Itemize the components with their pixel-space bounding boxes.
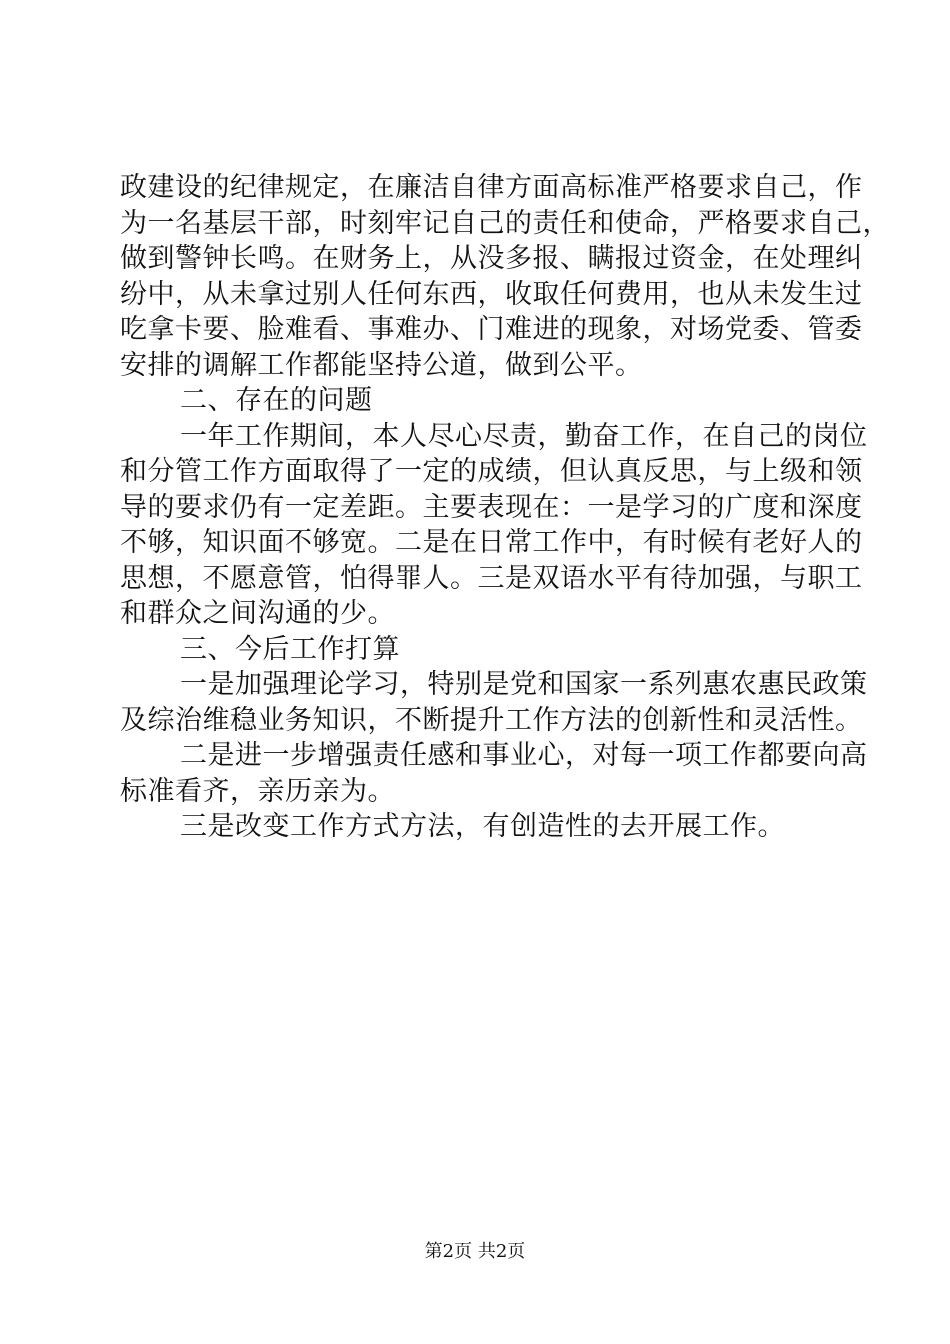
text-line: 纷中，从未拿过别人任何东西，收取任何费用，也从未发生过 [120,278,863,310]
text-line: 标准看齐，亲历亲为。 [120,775,395,807]
text-line: 为一名基层干部，时刻牢记自己的责任和使命，严格要求自己， [120,207,890,239]
text-line: 不够，知识面不够宽。二是在日常工作中，有时候有老好人的 [120,527,863,558]
text-line: 和分管工作方面取得了一定的成绩，但认真反思，与上级和领 [120,456,863,487]
text-line: 政建设的纪律规定，在廉洁自律方面高标准严格要求自己，作 [120,172,863,203]
text-line: 思想，不愿意管，怕得罪人。三是双语水平有待加强，与职工 [120,562,863,594]
text-line: 和群众之间沟通的少。 [120,598,395,629]
text-line: 二是进一步增强责任感和事业心，对每一项工作都要向高 [180,740,868,771]
text-line: 吃拿卡要、脸难看、事难办、门难进的现象，对场党委、管委 [120,314,863,345]
text-line: 导的要求仍有一定差距。主要表现在：一是学习的广度和深度 [120,491,863,523]
page-number-footer: 第2页 共2页 [424,1241,526,1262]
text-line: 做到警钟长鸣。在财务上，从没多报、瞒报过资金，在处理纠 [120,243,863,274]
text-line: 安排的调解工作都能坚持公道，做到公平。 [120,349,643,381]
text-line: 及综治维稳业务知识，不断提升工作方法的创新性和灵活性。 [120,704,863,736]
document-body [120,170,890,845]
section-heading: 二、存在的问题 [180,385,373,416]
section-heading: 三、今后工作打算 [180,633,400,665]
text-line: 三是改变工作方式方法，有创造性的去开展工作。 [180,811,785,842]
text-line: 一是加强理论学习，特别是党和国家一系列惠农惠民政策 [180,669,868,700]
text-line: 一年工作期间，本人尽心尽责，勤奋工作，在自己的岗位 [180,420,868,452]
